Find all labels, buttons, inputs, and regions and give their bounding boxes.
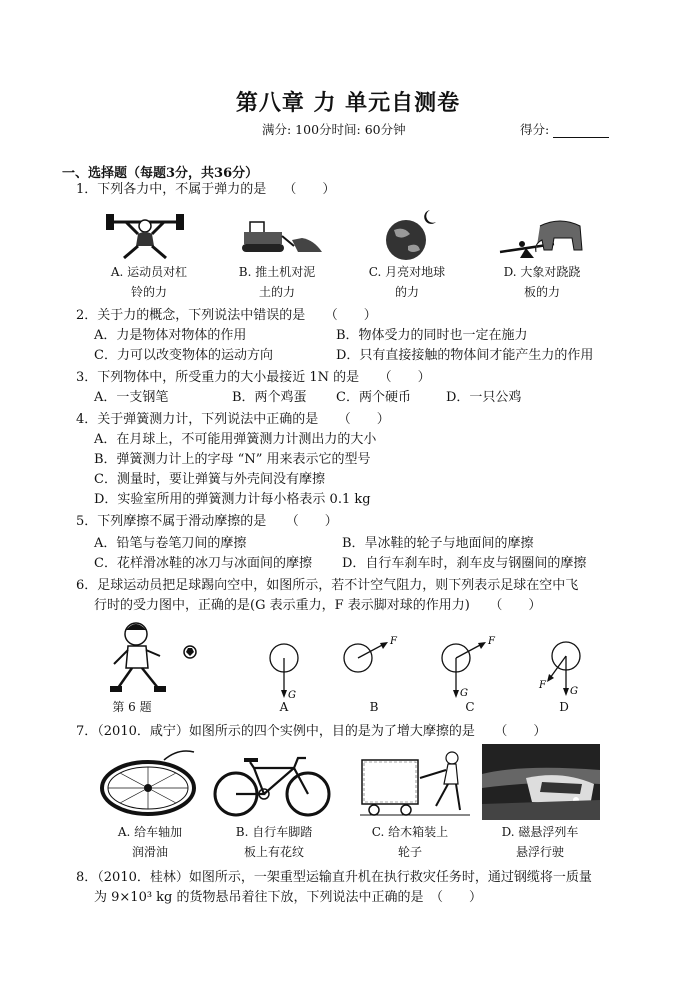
- q1-option-a-line1: A. 运动员对杠: [110, 265, 188, 279]
- q7-option-d-line2: 悬浮行驶: [515, 845, 564, 859]
- question-7-stem: 7．（2010．咸宁）如图所示的四个实例中，目的是为了增大摩擦的是 （ ）: [76, 724, 547, 739]
- force-diagram-a: [268, 642, 308, 702]
- q3-option-a: A．一支钢笔: [94, 390, 169, 405]
- q6-label-c: C: [465, 700, 475, 714]
- q7-option-b-line1: B. 自行车脚踏: [235, 825, 313, 839]
- score-field: [520, 120, 609, 138]
- q3-option-b: B．两个鸡蛋: [232, 390, 307, 405]
- bulldozer-image: [236, 208, 322, 258]
- q7-option-c-line2: 轮子: [397, 845, 422, 859]
- force-diagram-b: [342, 632, 402, 682]
- q5-option-c: C．花样滑冰鞋的冰刀与冰面间的摩擦: [94, 556, 312, 571]
- q1-option-d: [494, 262, 590, 302]
- q1-option-b-line2: 土的力: [258, 285, 295, 299]
- q7-option-c-line1: C. 给木箱装上: [371, 825, 449, 839]
- score-blank: [553, 125, 609, 138]
- q3-option-c: C．两个硬币: [336, 390, 411, 405]
- q6-figure-caption: 第 6 题: [112, 700, 152, 714]
- q7-option-a-line2: 润滑油: [131, 845, 168, 859]
- question-8-stem-line1: 8．（2010．桂林）如图所示，一架重型运输直升机在执行救灾任务时，通过钢缆将一质量: [76, 870, 592, 885]
- q1-option-c-line1: C. 月亮对地球: [368, 265, 446, 279]
- q5-option-d: D．自行车刹车时，刹车皮与钢圈间的摩擦: [342, 556, 587, 571]
- q1-option-d-line2: 板的力: [523, 285, 560, 299]
- force-label-g-a: G: [288, 690, 296, 701]
- q6-label-a: A: [279, 700, 289, 714]
- question-3-stem: 3．下列物体中，所受重力的大小最接近 1N 的是 （ ）: [76, 370, 431, 385]
- box-wheels-image: [360, 748, 470, 818]
- q1-option-b: [232, 262, 322, 302]
- q7-option-c: [362, 822, 458, 862]
- question-1-stem: 1．下列各力中，不属于弹力的是 （ ）: [76, 182, 336, 197]
- question-6-stem-line1: 6．足球运动员把足球踢向空中，如图所示，若不计空气阻力，则下列表示足球在空中飞: [76, 578, 579, 593]
- q1-option-b-line1: B. 推土机对泥: [238, 265, 316, 279]
- soccer-player-image: [106, 620, 206, 700]
- q7-option-d-line1: D. 磁悬浮列车: [501, 825, 579, 839]
- q1-option-a-line2: 铃的力: [130, 285, 167, 299]
- weightlifter-image: [104, 208, 186, 260]
- q6-label-d: D: [559, 700, 569, 714]
- q6-label-b: B: [369, 700, 379, 714]
- q2-option-d: D．只有直接接触的物体间才能产生力的作用: [336, 348, 594, 363]
- q1-option-c-line2: 的力: [394, 285, 419, 299]
- q3-option-d: D．一只公鸡: [446, 390, 522, 405]
- q2-option-c: C．力可以改变物体的运动方向: [94, 348, 273, 363]
- q1-option-c: [362, 262, 452, 302]
- q4-option-b: B．弹簧测力计上的字母 “N” 用来表示它的型号: [94, 452, 371, 467]
- q5-option-a: A．铅笔与卷笔刀间的摩擦: [94, 536, 247, 551]
- wheel-axle-image: [98, 748, 202, 818]
- q7-option-b: [226, 822, 322, 862]
- q7-option-a: [102, 822, 198, 862]
- exam-meta: 满分: 100分时间: 60分钟: [262, 122, 406, 137]
- force-label-f-b: F: [390, 636, 397, 647]
- q5-option-b: B．旱冰鞋的轮子与地面间的摩擦: [342, 536, 534, 551]
- q2-option-b: B．物体受力的同时也一定在施力: [336, 328, 528, 343]
- question-6-stem-line2: 行时的受力图中，正确的是(G 表示重力，F 表示脚对球的作用力) （ ）: [94, 598, 542, 613]
- force-diagram-c: [440, 632, 500, 702]
- q4-option-c: C．测量时，要让弹簧与外壳间没有摩擦: [94, 472, 325, 487]
- q4-option-d: D．实验室所用的弹簧测力计每小格表示 0.1 kg: [94, 492, 371, 507]
- bicycle-image: [212, 750, 332, 818]
- force-label-g-d: G: [570, 686, 578, 697]
- q7-option-d: [490, 822, 590, 862]
- section-heading: 一、选择题（每题3分，共36分）: [62, 166, 259, 181]
- q1-option-d-line1: D. 大象对跷跷: [503, 265, 581, 279]
- force-label-f-d: F: [539, 680, 546, 691]
- elephant-seesaw-image: [498, 214, 590, 260]
- question-8-stem-line2: 为 9×10³ kg 的货物悬吊着往下放，下列说法中正确的是 （ ）: [94, 890, 483, 905]
- q1-option-a: [104, 262, 194, 302]
- score-label: 得分:: [520, 122, 550, 137]
- question-5-stem: 5．下列摩擦不属于滑动摩擦的是 （ ）: [76, 514, 338, 529]
- force-diagram-d: [536, 636, 596, 702]
- q4-option-a: A．在月球上，不可能用弹簧测力计测出力的大小: [94, 432, 377, 447]
- maglev-train-image: [482, 744, 600, 820]
- force-label-f-c: F: [488, 636, 495, 647]
- moon-earth-image: [380, 206, 440, 262]
- q7-option-a-line1: A. 给车轴加: [117, 825, 183, 839]
- question-2-stem: 2．关于力的概念，下列说法中错误的是 （ ）: [76, 308, 377, 323]
- q7-option-b-line2: 板上有花纹: [243, 845, 304, 859]
- force-label-g-c: G: [460, 688, 468, 699]
- q2-option-a: A．力是物体对物体的作用: [94, 328, 247, 343]
- page-title: 第八章 力 单元自测卷: [235, 90, 461, 116]
- question-4-stem: 4．关于弹簧测力计，下列说法中正确的是 （ ）: [76, 412, 390, 427]
